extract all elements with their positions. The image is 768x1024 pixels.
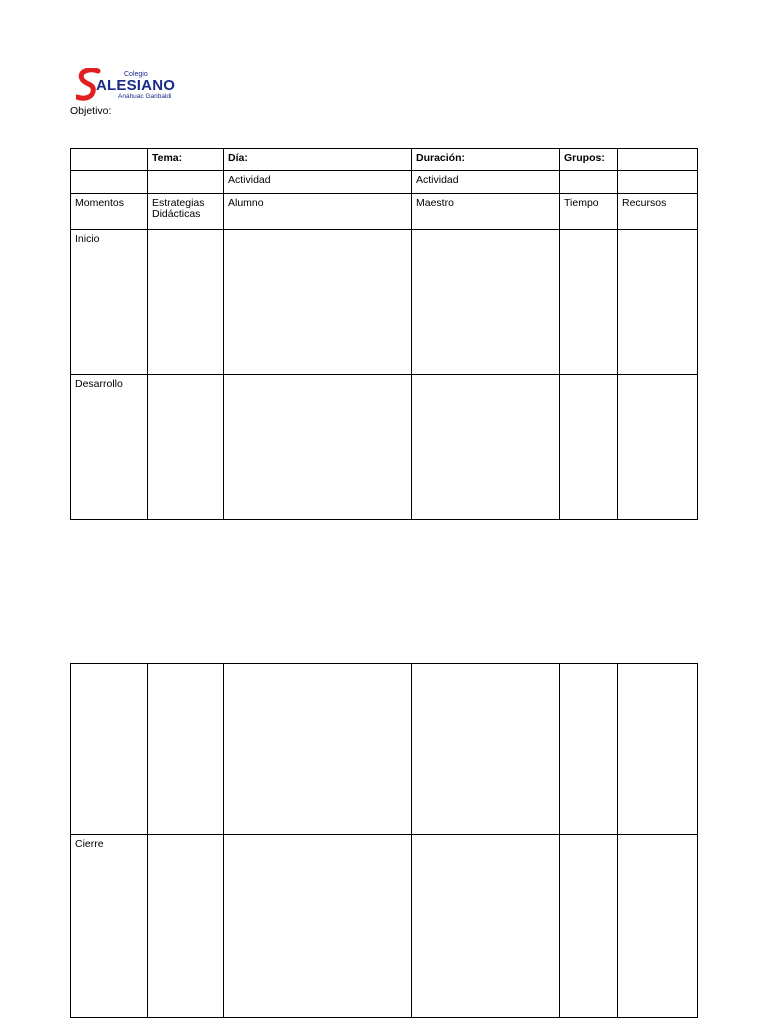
table-row (71, 230, 698, 375)
desarrollo-tiempo-cell[interactable] (560, 375, 618, 520)
maestro-header: Maestro (412, 194, 560, 230)
table-row (71, 835, 698, 1018)
momentos-header: Momentos (71, 194, 148, 230)
cierre-estrategias-cell[interactable] (148, 835, 224, 1018)
table-row (71, 664, 698, 835)
desarrollo-estrategias-cell[interactable] (148, 375, 224, 520)
blank-cell[interactable] (412, 664, 560, 835)
desarrollo-recursos-cell[interactable] (618, 375, 698, 520)
inicio-alumno-cell[interactable] (224, 230, 412, 375)
alumno-header: Alumno (224, 194, 412, 230)
actividad-maestro-header: Actividad (412, 171, 560, 194)
inicio-maestro-cell[interactable] (412, 230, 560, 375)
cierre-recursos-cell[interactable] (618, 835, 698, 1018)
grupos-value-cell[interactable] (618, 149, 698, 171)
logo-name-text: ALESIANO (96, 77, 176, 94)
actividad-alumno-header: Actividad (224, 171, 412, 194)
table-row (71, 194, 698, 230)
cierre-maestro-cell[interactable] (412, 835, 560, 1018)
table-row (71, 149, 698, 171)
cierre-label: Cierre (71, 835, 148, 1018)
blank-cell[interactable] (560, 664, 618, 835)
table-row (71, 375, 698, 520)
inicio-tiempo-cell[interactable] (560, 230, 618, 375)
school-logo (76, 68, 186, 102)
recursos-header: Recursos (618, 194, 698, 230)
logo-subtitle-text: Anáhuac Garibaldi (118, 93, 172, 100)
duracion-label: Duración: (412, 149, 560, 171)
inicio-estrategias-cell[interactable] (148, 230, 224, 375)
desarrollo-label: Desarrollo (71, 375, 148, 520)
desarrollo-alumno-cell[interactable] (224, 375, 412, 520)
objetivo-label: Objetivo: (70, 105, 112, 117)
blank-cell[interactable] (71, 664, 148, 835)
lesson-plan-table (70, 148, 698, 520)
table-row (71, 171, 698, 194)
tema-label: Tema: (148, 149, 224, 171)
inicio-recursos-cell[interactable] (618, 230, 698, 375)
inicio-label: Inicio (71, 230, 148, 375)
grupos-label: Grupos: (560, 149, 618, 171)
dia-label: Día: (224, 149, 412, 171)
cierre-alumno-cell[interactable] (224, 835, 412, 1018)
blank-cell[interactable] (71, 171, 148, 194)
cierre-tiempo-cell[interactable] (560, 835, 618, 1018)
blank-cell[interactable] (71, 149, 148, 171)
estrategias-header: Estrategias Didácticas (148, 194, 224, 230)
blank-cell[interactable] (618, 171, 698, 194)
blank-cell[interactable] (618, 664, 698, 835)
lesson-plan-table-continued (70, 663, 698, 1018)
blank-cell[interactable] (560, 171, 618, 194)
blank-cell[interactable] (148, 171, 224, 194)
tiempo-header: Tiempo (560, 194, 618, 230)
logo-colegio-text: Colegio (124, 71, 148, 78)
blank-cell[interactable] (224, 664, 412, 835)
desarrollo-maestro-cell[interactable] (412, 375, 560, 520)
blank-cell[interactable] (148, 664, 224, 835)
